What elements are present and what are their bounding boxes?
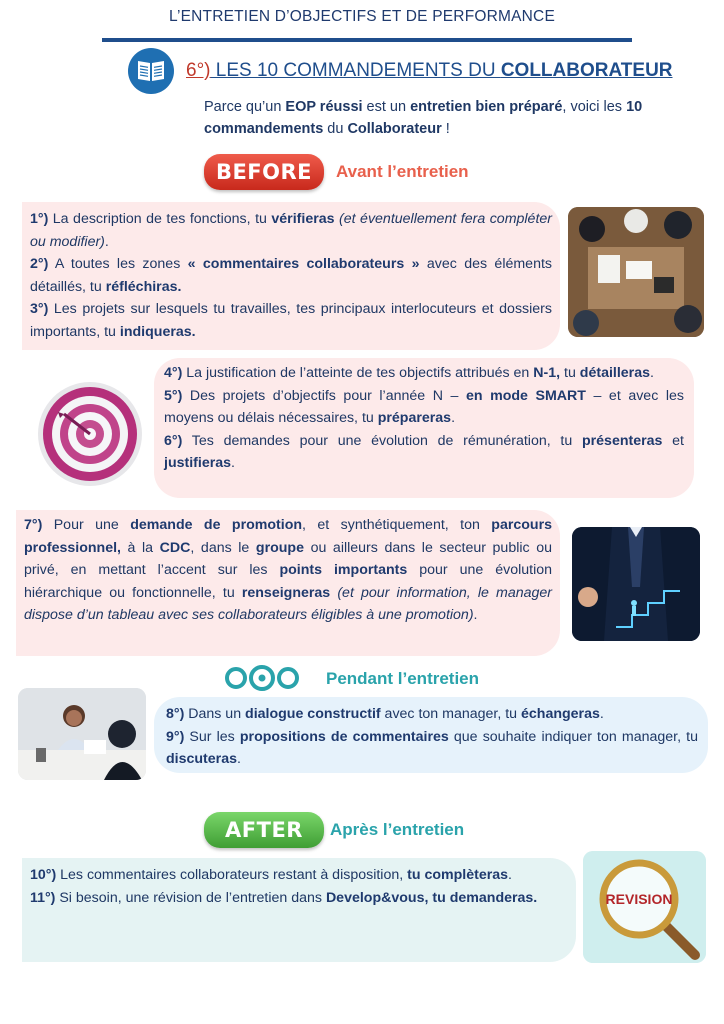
before-badge: BEFORE [204, 154, 324, 190]
item-3: 3°) Les projets sur lesquels tu travailles, tes principaux interlocuteurs et dossiers importants, tu indiqueras. [30, 301, 552, 340]
revision-text: REVISION [605, 891, 673, 907]
during-label: Pendant l’entretien [326, 669, 480, 688]
item-10: 10°) Les commentaires collaborateurs restant à disposition, tu complèteras. [30, 867, 512, 883]
header-divider [102, 38, 632, 42]
circles-icon [224, 664, 300, 692]
item-1: 1°) La description de tes fonctions, tu vérifieras (et éventuellement fera compléter ou modifier). [30, 211, 553, 250]
item-7: 7°) Pour une demande de promotion, et synthétiquement, ton parcours professionnel, à la CDC, dans le groupe ou ailleurs dans le secteur public ou privé, en mettant l’accent sur les points importants pour une évolution hiérarchique ou fonctionnelle, tu renseigneras (et pour information, le manager dispose d’un tableau avec ses collaborateurs éligibles à une promotion). [24, 517, 553, 623]
commandments-4-6 [154, 358, 694, 498]
page-header-title: L’ENTRETIEN D’OBJECTIFS ET DE PERFORMANCE [169, 8, 555, 25]
after-label: Après l’entretien [330, 820, 465, 839]
intro-paragraph: Parce qu’un EOP réussi est un entretien bien préparé, voici les 10 commandements du Collaborateur ! [204, 99, 643, 137]
item-8: 8°) Dans un dialogue constructif avec ton manager, tu échangeras. [166, 706, 604, 722]
section-heading: 6°) LES 10 COMMANDEMENTS DU COLLABORATEUR [186, 60, 673, 81]
commandments-10-11 [22, 858, 576, 962]
before-label: Avant l’entretien [336, 162, 469, 181]
item-5: 5°) Des projets d’objectifs pour l’année N – en mode SMART – et avec les moyens ou délais nécessaires, tu prépareras. [164, 387, 684, 426]
interview-photo [18, 688, 146, 780]
item-4: 4°) La justification de l’atteinte de tes objectifs attribués en N-1, tu détailleras. [164, 365, 654, 381]
item-11: 11°) Si besoin, une révision de l’entretien dans Develop&vous, tu demanderas. [30, 889, 538, 906]
item-2: 2°) A toutes les zones « commentaires collaborateurs » avec des éléments détaillés, tu réfléchiras. [30, 256, 552, 295]
item-9: 9°) Sur les propositions de commentaires que souhaite indiquer ton manager, tu discuteras. [166, 728, 698, 767]
commandment-7 [16, 510, 560, 656]
item-6: 6°) Tes demandes pour une évolution de rémunération, tu présenteras et justifieras. [164, 432, 685, 471]
commandments-8-9 [154, 697, 708, 773]
target-icon [36, 380, 144, 488]
meeting-photo [568, 207, 704, 337]
book-icon [128, 48, 174, 94]
stairs-photo [572, 527, 700, 641]
magnifier-icon [583, 851, 706, 963]
after-badge: AFTER [204, 812, 324, 848]
commandments-1-3 [22, 202, 560, 350]
